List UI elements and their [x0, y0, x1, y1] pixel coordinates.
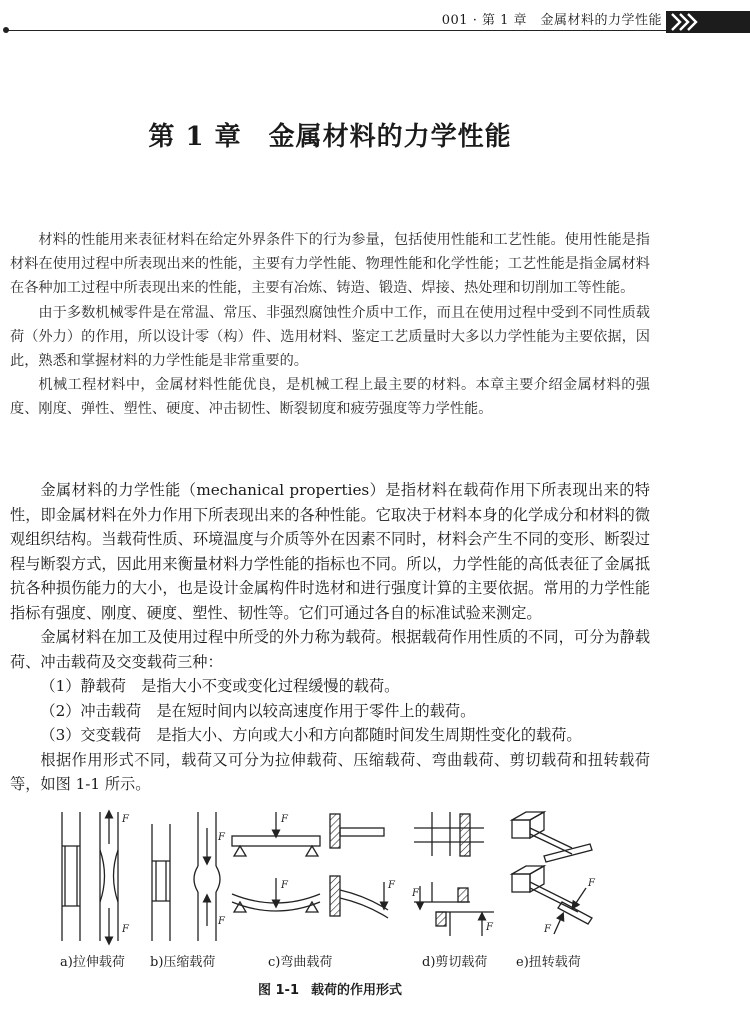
body-paragraph: 金属材料的力学性能（mechanical properties）是指材料在载荷作用下所表现出来的特性，即金属材料在外力作用下所表现出来的各种性能。它取决于材料本身的化学成分和材料的微观组织结构。当载荷性质、环境温度与介质等外在因素不同时，材料会产生不同的变形、断裂过程与断裂方式，因此用来衡量材料力学性能的指标也不同。所以，力学性能的高低表征了金属抵抗各种损伤能力的大小，也是设计金属构件时选材和进行强度计算的主要依据。常用的力学性能指标有强度、刚度、硬度、塑性、韧性等。它们可通过各自的标准试验来测定。 — [10, 481, 650, 622]
header-rule — [6, 30, 678, 31]
body-paragraph: 金属材料在加工及使用过程中所受的外力称为载荷。根据载荷作用性质的不同，可分为静载荷、冲击载荷及交变载荷三种： — [10, 628, 650, 671]
list-item-alternating-load: （3）交变载荷 是指大小、方向或大小和方向都随时间发生周期性变化的载荷。 — [40, 726, 582, 744]
force-label: F — [544, 924, 551, 935]
force-label: F — [218, 916, 225, 927]
subcaption-torsion: e)扭转载荷 — [516, 955, 581, 970]
subcaption-shear: d)剪切载荷 — [422, 955, 488, 970]
subcaption-tension: a)拉伸载荷 — [60, 955, 125, 970]
force-label: F — [486, 922, 493, 933]
force-label: F — [388, 880, 395, 891]
list-item-impact-load: （2）冲击载荷 是在短时间内以较高速度作用于零件上的载荷。 — [40, 701, 476, 720]
subcaption-compression: b)压缩载荷 — [150, 955, 216, 970]
list-item-static-load: （1）静载荷 是指大小不变或变化过程缓慢的载荷。 — [40, 677, 400, 695]
force-label: F — [281, 814, 288, 825]
figure-caption-number: 图 1-1 — [257, 983, 299, 998]
force-label: F — [122, 924, 129, 935]
header-page-ref: 001 · 第 1 章 金属材料的力学性能 — [441, 13, 662, 28]
intro-paragraph: 材料的性能用来表征材料在给定外界条件下的行为参量，包括使用性能和工艺性能。使用性能是指材料在使用过程中所表现出来的性能，主要有力学性能、物理性能和化学性能；工艺性能是指金属材料在各种加工过程中所表现出来的性能，主要有冶炼、铸造、锻造、焊接、热处理和切削加工等性能。 — [10, 232, 650, 297]
intro-paragraph: 由于多数机械零件是在常温、常压、非强烈腐蚀性介质中工作，而且在使用过程中受到不同性质载荷（外力）的作用，所以设计零（构）件、选用材料、鉴定工艺质量时大多以力学性能为主要依据，因此，熟悉和掌握材料的力学性能是非常重要的。 — [10, 304, 650, 370]
intro-paragraph: 机械工程材料中，金属材料性能优良，是机械工程上最主要的材料。本章主要介绍金属材料的强度、刚度、弹性、塑性、硬度、冲击韧性、断裂韧度和疲劳强度等力学性能。 — [10, 377, 650, 418]
subcaption-bending: c)弯曲载荷 — [268, 955, 333, 970]
running-header — [0, 0, 750, 34]
force-label: F — [588, 878, 595, 889]
force-label: F — [218, 832, 225, 843]
force-label: F — [412, 888, 419, 899]
chapter-title: 第 1 章 金属材料的力学性能 — [148, 122, 512, 152]
load-forms-figure — [54, 806, 600, 972]
figure-caption-text: 载荷的作用形式 — [311, 983, 403, 998]
body-paragraph: 根据作用形式不同，载荷又可分为拉伸载荷、压缩载荷、弯曲载荷、剪切载荷和扭转载荷等，如图 1-1 所示。 — [10, 750, 650, 793]
force-label: F — [122, 814, 129, 825]
force-labels — [54, 806, 600, 972]
force-label: F — [281, 880, 288, 891]
chevron-right-icon — [666, 11, 750, 33]
figure-caption — [0, 979, 660, 998]
body-section — [10, 478, 650, 797]
intro-section — [10, 228, 650, 422]
